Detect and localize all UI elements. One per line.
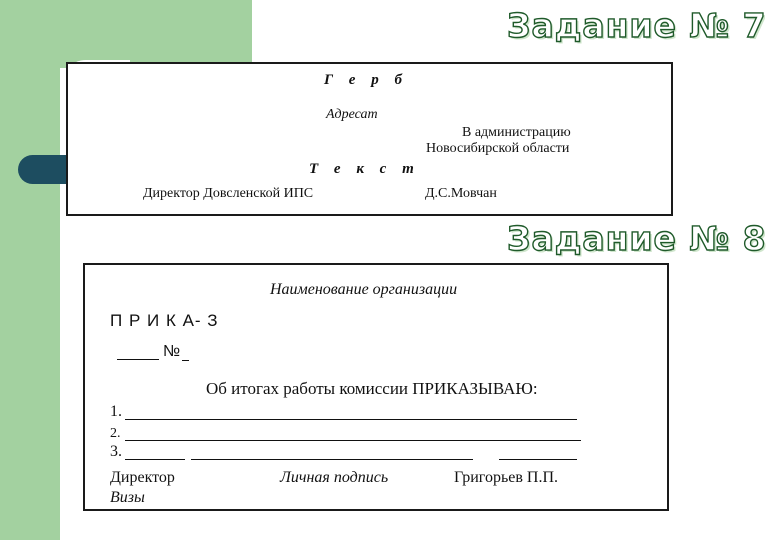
- date-line: [117, 359, 159, 360]
- task7-title: Задание № 7: [507, 6, 767, 45]
- organization-name: Наименование организации: [270, 281, 458, 298]
- item-3-line-c: [499, 459, 577, 460]
- order-template-box: [83, 263, 669, 511]
- item-3-number: 3.: [110, 443, 122, 460]
- order-heading: Об итогах работы комиссии ПРИКАЗЫВАЮ:: [206, 379, 538, 398]
- position-label: Директор: [110, 469, 175, 486]
- decorative-green-block: [0, 0, 252, 68]
- task8-title: Задание № 8: [507, 219, 767, 258]
- number-sign: №: [163, 343, 181, 360]
- addressee-line-1: В администрацию: [462, 125, 571, 140]
- text-placeholder: Т е к с т: [309, 161, 420, 177]
- decorative-green-bar: [0, 0, 60, 540]
- coat-of-arms-placeholder: Г е р б: [324, 72, 408, 88]
- document-type: П Р И К А- З: [110, 311, 219, 330]
- signer-position: Директор Довсленской ИПС: [143, 186, 314, 201]
- addressee-label: Адресат: [326, 107, 378, 122]
- item-1-number: 1.: [110, 403, 122, 420]
- item-2-number: 2.: [110, 426, 121, 441]
- item-2-line: [125, 440, 581, 441]
- item-3-line-b: [191, 459, 473, 460]
- item-3-line-a: [125, 459, 185, 460]
- letter-template-box: [66, 62, 673, 216]
- addressee-line-2: Новосибирской области: [426, 141, 570, 156]
- visas-label: Визы: [110, 489, 145, 506]
- signature-label: Личная подпись: [280, 469, 389, 486]
- signer-name: Григорьев П.П.: [454, 469, 559, 486]
- item-1-line: [125, 419, 577, 420]
- signer-name: Д.С.Мовчан: [425, 186, 497, 201]
- number-line: [182, 360, 189, 361]
